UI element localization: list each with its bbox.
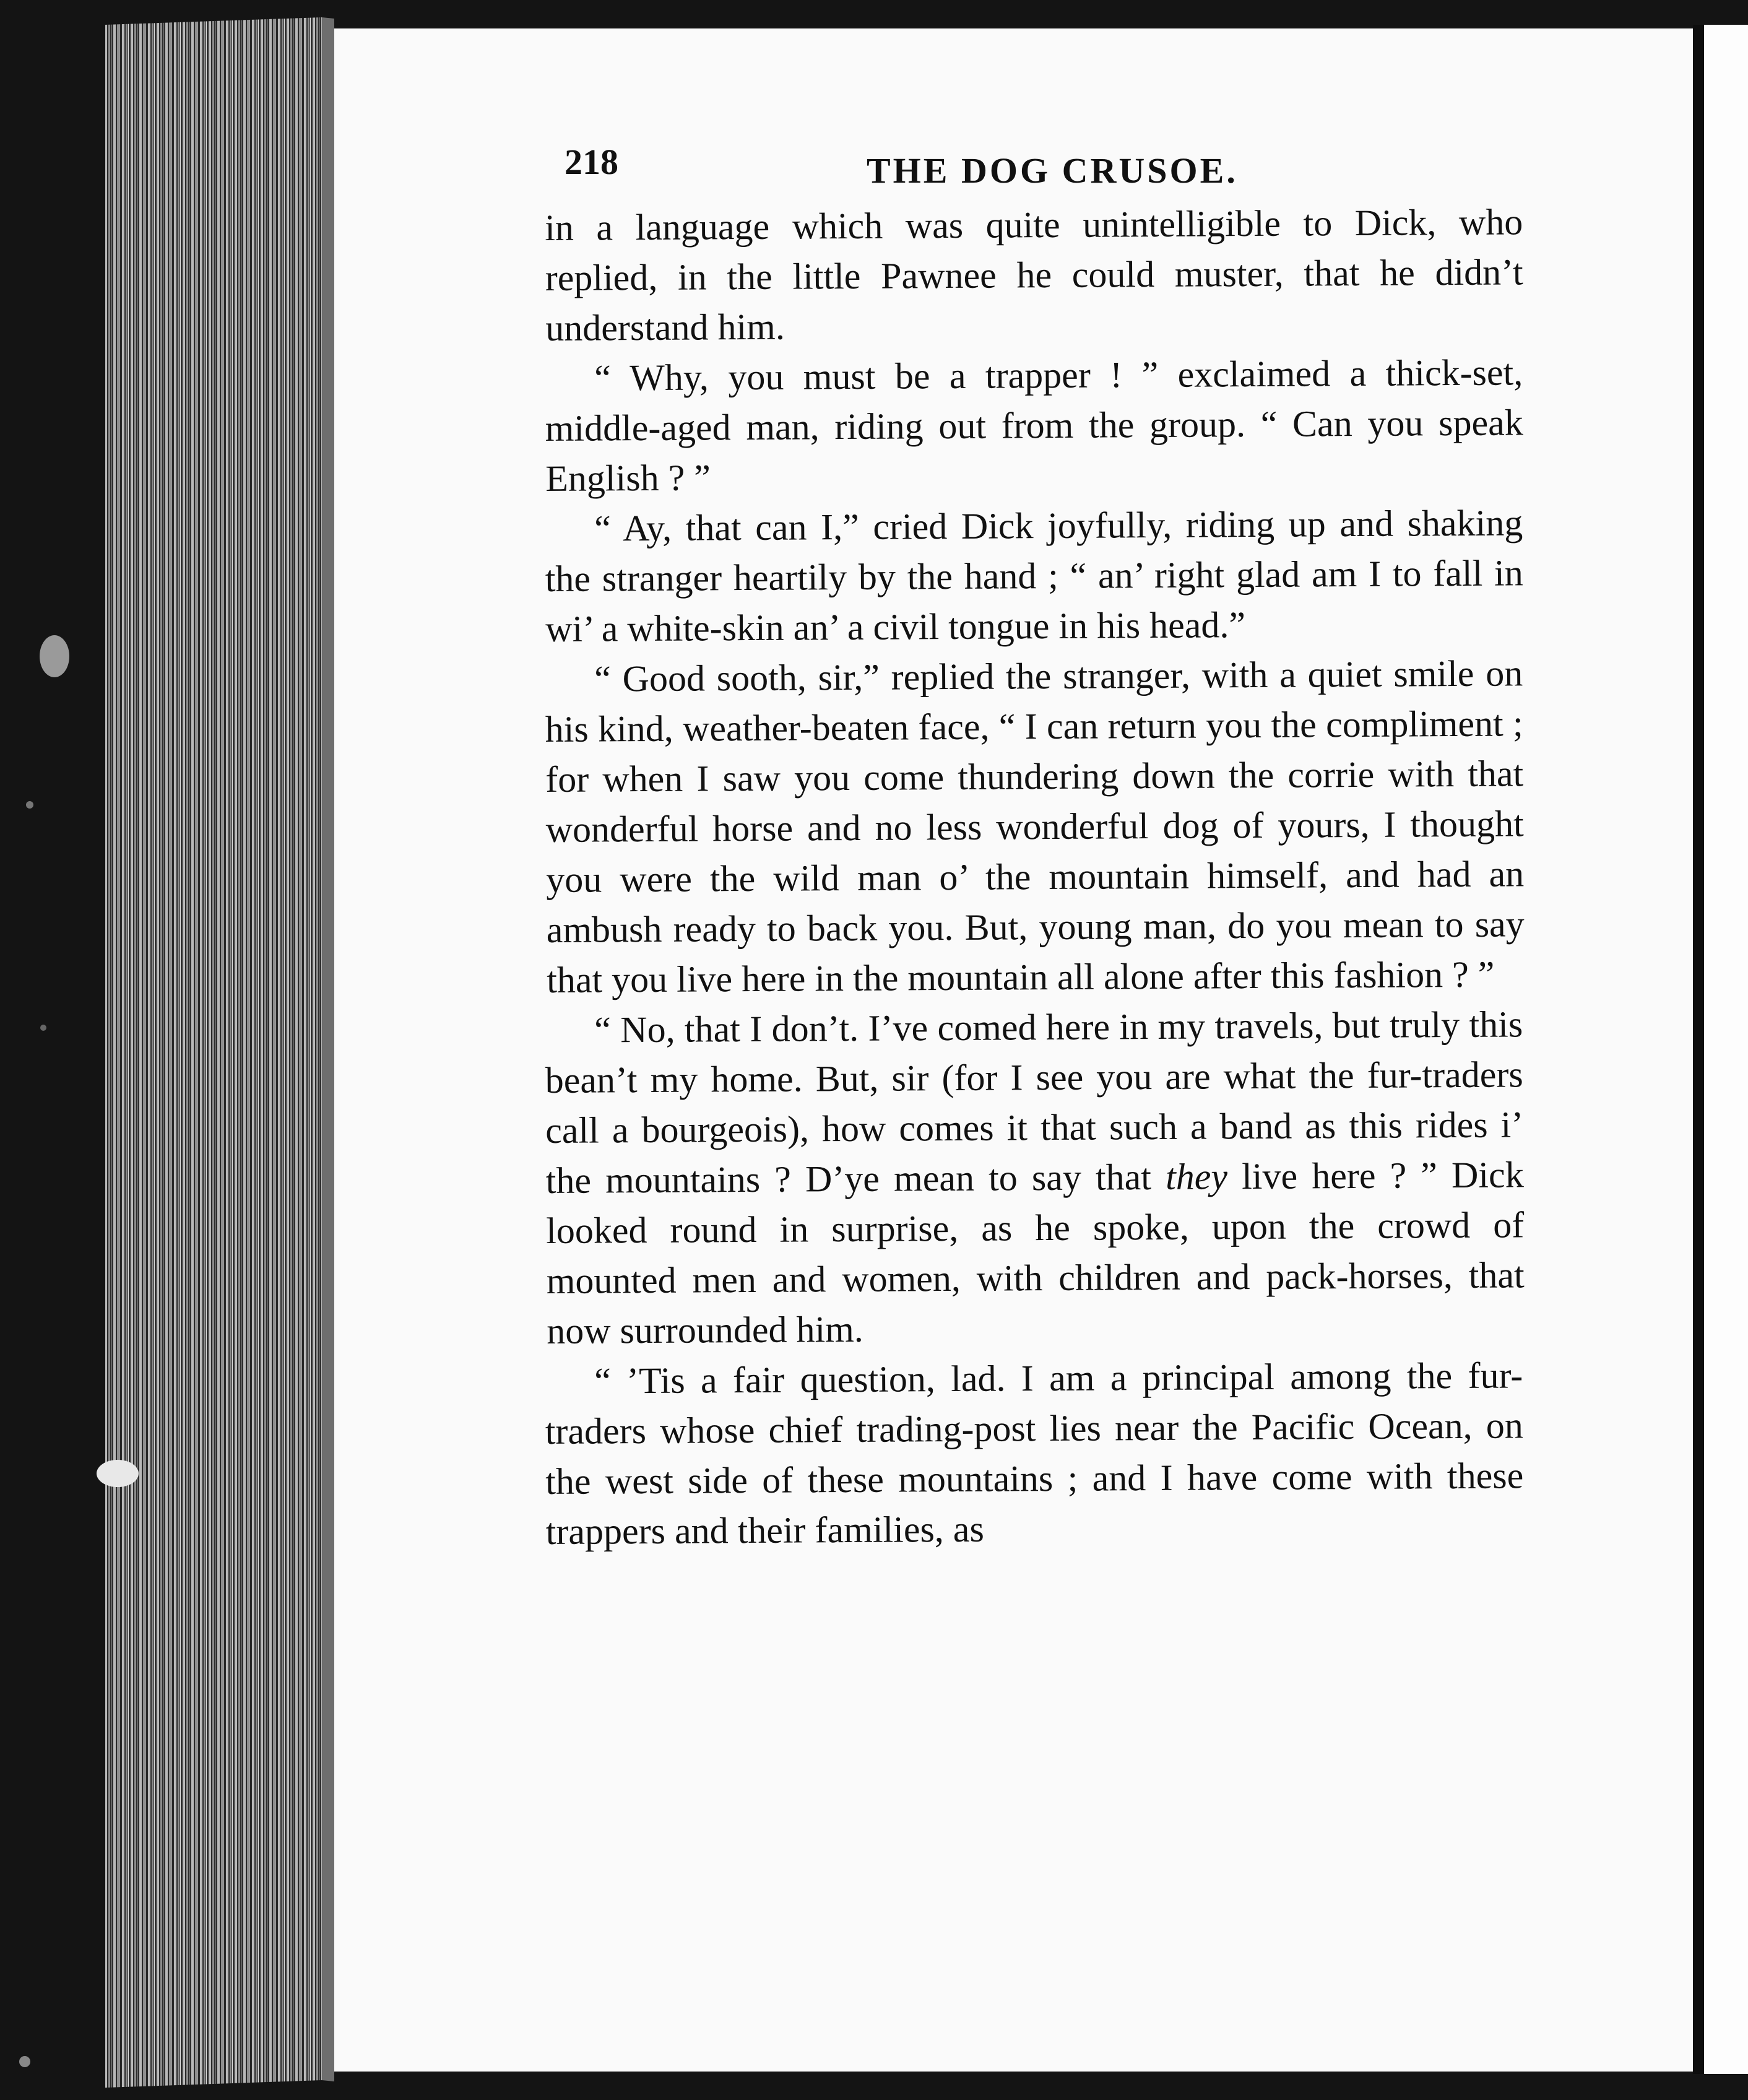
paragraph-5 bbox=[545, 999, 1525, 1356]
paragraph-5-part-1: “ No, that I don’t. I’ve comed here in my travels, but truly this bean’t my home. But, sir (for I see you are what the fur-traders call a bourgeois), how comes it that such a band as this rides i’ the mountains ? D’ye mean to say that bbox=[545, 1004, 1524, 1201]
paragraph-4: “ Good sooth, sir,” replied the stranger, with a quiet smile on his kind, weather-beaten face, “ I can return you the compliment ; for when I saw you come thundering down the corrie with that wonderful horse and no less wonderful dog of yours, I thought you were the wild man o’ the mountain himself, and had an ambush ready to back you. But, young man, do you mean to say that you live here in the mountain all alone after this fashion ? ” bbox=[545, 653, 1525, 1000]
paragraph-1: in a language which was quite unintelligible to Dick, who replied, in the little Pawnee he could muster, that he didn’t understand him. bbox=[545, 201, 1523, 349]
scan-speck bbox=[19, 2056, 30, 2067]
scan-speck bbox=[26, 801, 33, 809]
page-text bbox=[545, 129, 1523, 1557]
binding-shadow bbox=[322, 17, 334, 2081]
right-page-edge bbox=[1693, 25, 1704, 2074]
paragraph-3: “ Ay, that can I,” cried Dick joyfully, riding up and shaking the stranger heartily by the hand ; “ an’ right glad am I to fall in wi’ a white-skin an’ a civil tongue in his head.” bbox=[545, 502, 1523, 649]
paragraph-2: “ Why, you must be a trapper ! ” exclaimed a thick-set, middle-aged man, riding out from the group. “ Can you speak English ? ” bbox=[545, 352, 1523, 499]
running-head bbox=[545, 129, 1523, 203]
paragraph-6: “ ’Tis a fair question, lad. I am a principal among the fur-traders whose chief trading-post lies near the Pacific Ocean, on the west side of these mountains ; and I have come with these trappers and their families, as bbox=[545, 1355, 1524, 1552]
running-title: THE DOG CRUSOE. bbox=[867, 150, 1238, 191]
scan-speck bbox=[97, 1460, 139, 1487]
scan-speck bbox=[40, 635, 69, 677]
scan-speck bbox=[40, 1025, 46, 1031]
facing-page-sliver bbox=[1704, 25, 1748, 2074]
paragraph-5-part-2: live here ? ” Dick looked round in surprise, as he spoke, upon the crowd of mounted men and women, with children and pack-horses, that now surrounded him. bbox=[546, 1154, 1525, 1352]
page-edges bbox=[105, 17, 322, 2088]
page-number: 218 bbox=[565, 142, 618, 182]
paragraph-5-italic-word: they bbox=[1165, 1156, 1228, 1197]
